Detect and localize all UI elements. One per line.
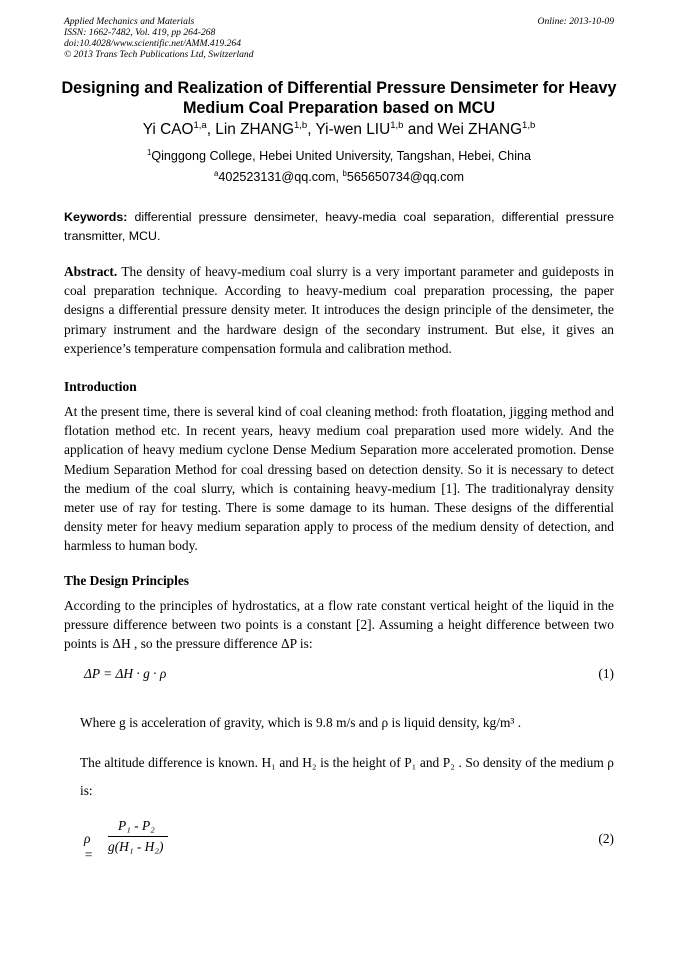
equation-2-number: (2) — [598, 831, 614, 846]
equation-1: ΔP = ΔH · g · ρ — [84, 666, 167, 681]
altitude-text: The altitude difference is known. H₁ and H₂ is the height of P₁ and P₂ . So density of the medium ρ is: — [80, 755, 614, 798]
equation-2-denominator: g(H₁ - H₂) — [108, 839, 164, 854]
author-sup: 1,b — [390, 119, 404, 131]
affiliation-text: Qinggong College, Hebei United University, Tangshan, Hebei, China — [151, 149, 531, 163]
doi-line: doi:10.4028/www.scientific.net/AMM.419.264 — [64, 38, 242, 49]
author-list — [0, 121, 678, 139]
author-sup: 1,b — [293, 119, 308, 131]
author-sup: 1,b — [522, 119, 536, 131]
abstract — [64, 262, 614, 358]
email-sup: b — [342, 168, 347, 178]
keywords-text: differential pressure densimeter, heavy-media coal separation, differential pressure transmitter, MCU. — [64, 210, 614, 243]
email-line — [0, 170, 678, 184]
email-sup: a — [214, 168, 219, 178]
journal-name: Applied Mechanics and Materials — [64, 16, 195, 27]
author-sep: and — [403, 121, 438, 138]
journal-header — [64, 16, 254, 60]
email-text: 402523131@qq.com, — [218, 170, 343, 184]
author-name: Lin ZHANG — [215, 121, 294, 138]
equation-2-numerator: P₁ - P₂ — [118, 818, 155, 833]
keywords-label: Keywords: — [64, 210, 128, 224]
online-date: Online: 2013-10-09 — [537, 16, 614, 27]
fraction-bar — [108, 836, 168, 837]
author-sup: 1,a — [193, 119, 207, 131]
affiliation — [0, 149, 678, 163]
issn-line: ISSN: 1662-7482, Vol. 419, pp 264-268 — [64, 27, 216, 38]
author-name: Wei ZHANG — [437, 121, 523, 138]
equation-1-number: (1) — [598, 666, 614, 681]
keywords — [64, 208, 614, 246]
author-name: Yi-wen LIU — [315, 121, 391, 138]
design-heading: The Design Principles — [64, 573, 189, 588]
introduction-heading: Introduction — [64, 379, 137, 394]
affiliation-sup: 1 — [146, 147, 152, 157]
author-sep: , — [307, 121, 316, 138]
email-text: 565650734@qq.com — [346, 170, 464, 184]
abstract-label: Abstract. — [64, 264, 118, 279]
design-text: According to the principles of hydrostatics, at a flow rate constant vertical height of the liquid in the pressure difference between two points is a constant [2]. Assuming a height difference between two points is ΔH , so the pressure difference ΔP is: — [64, 598, 614, 652]
where-line: Where g is acceleration of gravity, which is 9.8 m/s and ρ is liquid density, kg/m³ . — [80, 715, 522, 730]
author-name: Yi CAO — [142, 121, 194, 138]
abstract-text: The density of heavy-medium coal slurry is a very important parameter and guideposts in coal preparation technique. According to heavy-medium coal preparation processing, the paper designs a differential pressure density meter. It introduces the design principle of the densimeter, the primary instrument and the hardware design of the secondary instrument. But else, it gives an experience’s temperature compensation formula and calibration method. — [64, 264, 614, 356]
author-sep: , — [206, 121, 216, 138]
introduction-text: At the present time, there is several kind of coal cleaning method: froth floatation, jigging method and flotation method etc. In recent years, heavy medium coal preparation used more widely. And the application of heavy medium cyclone Dense Medium Separation more accelerated promotion. Dense Medium Separation Method for coal dressing based on detection density. So it is necessary to detect the medium of the coal slurry, which is containing heavy-medium [1]. The traditionalγray density meter use of ray for testing. There is some damage to its human. These designs of the differential density meter for heavy medium separation apply to process of the medium density of detection, and harmless to human body. — [64, 404, 614, 554]
copyright-line: © 2013 Trans Tech Publications Ltd, Switzerland — [64, 49, 254, 60]
paper-title: Designing and Realization of Differential Pressure Densimeter for Heavy Medium Coal Preparation based on MCU — [61, 79, 617, 117]
equation-2-lhs: ρ = — [84, 831, 94, 862]
